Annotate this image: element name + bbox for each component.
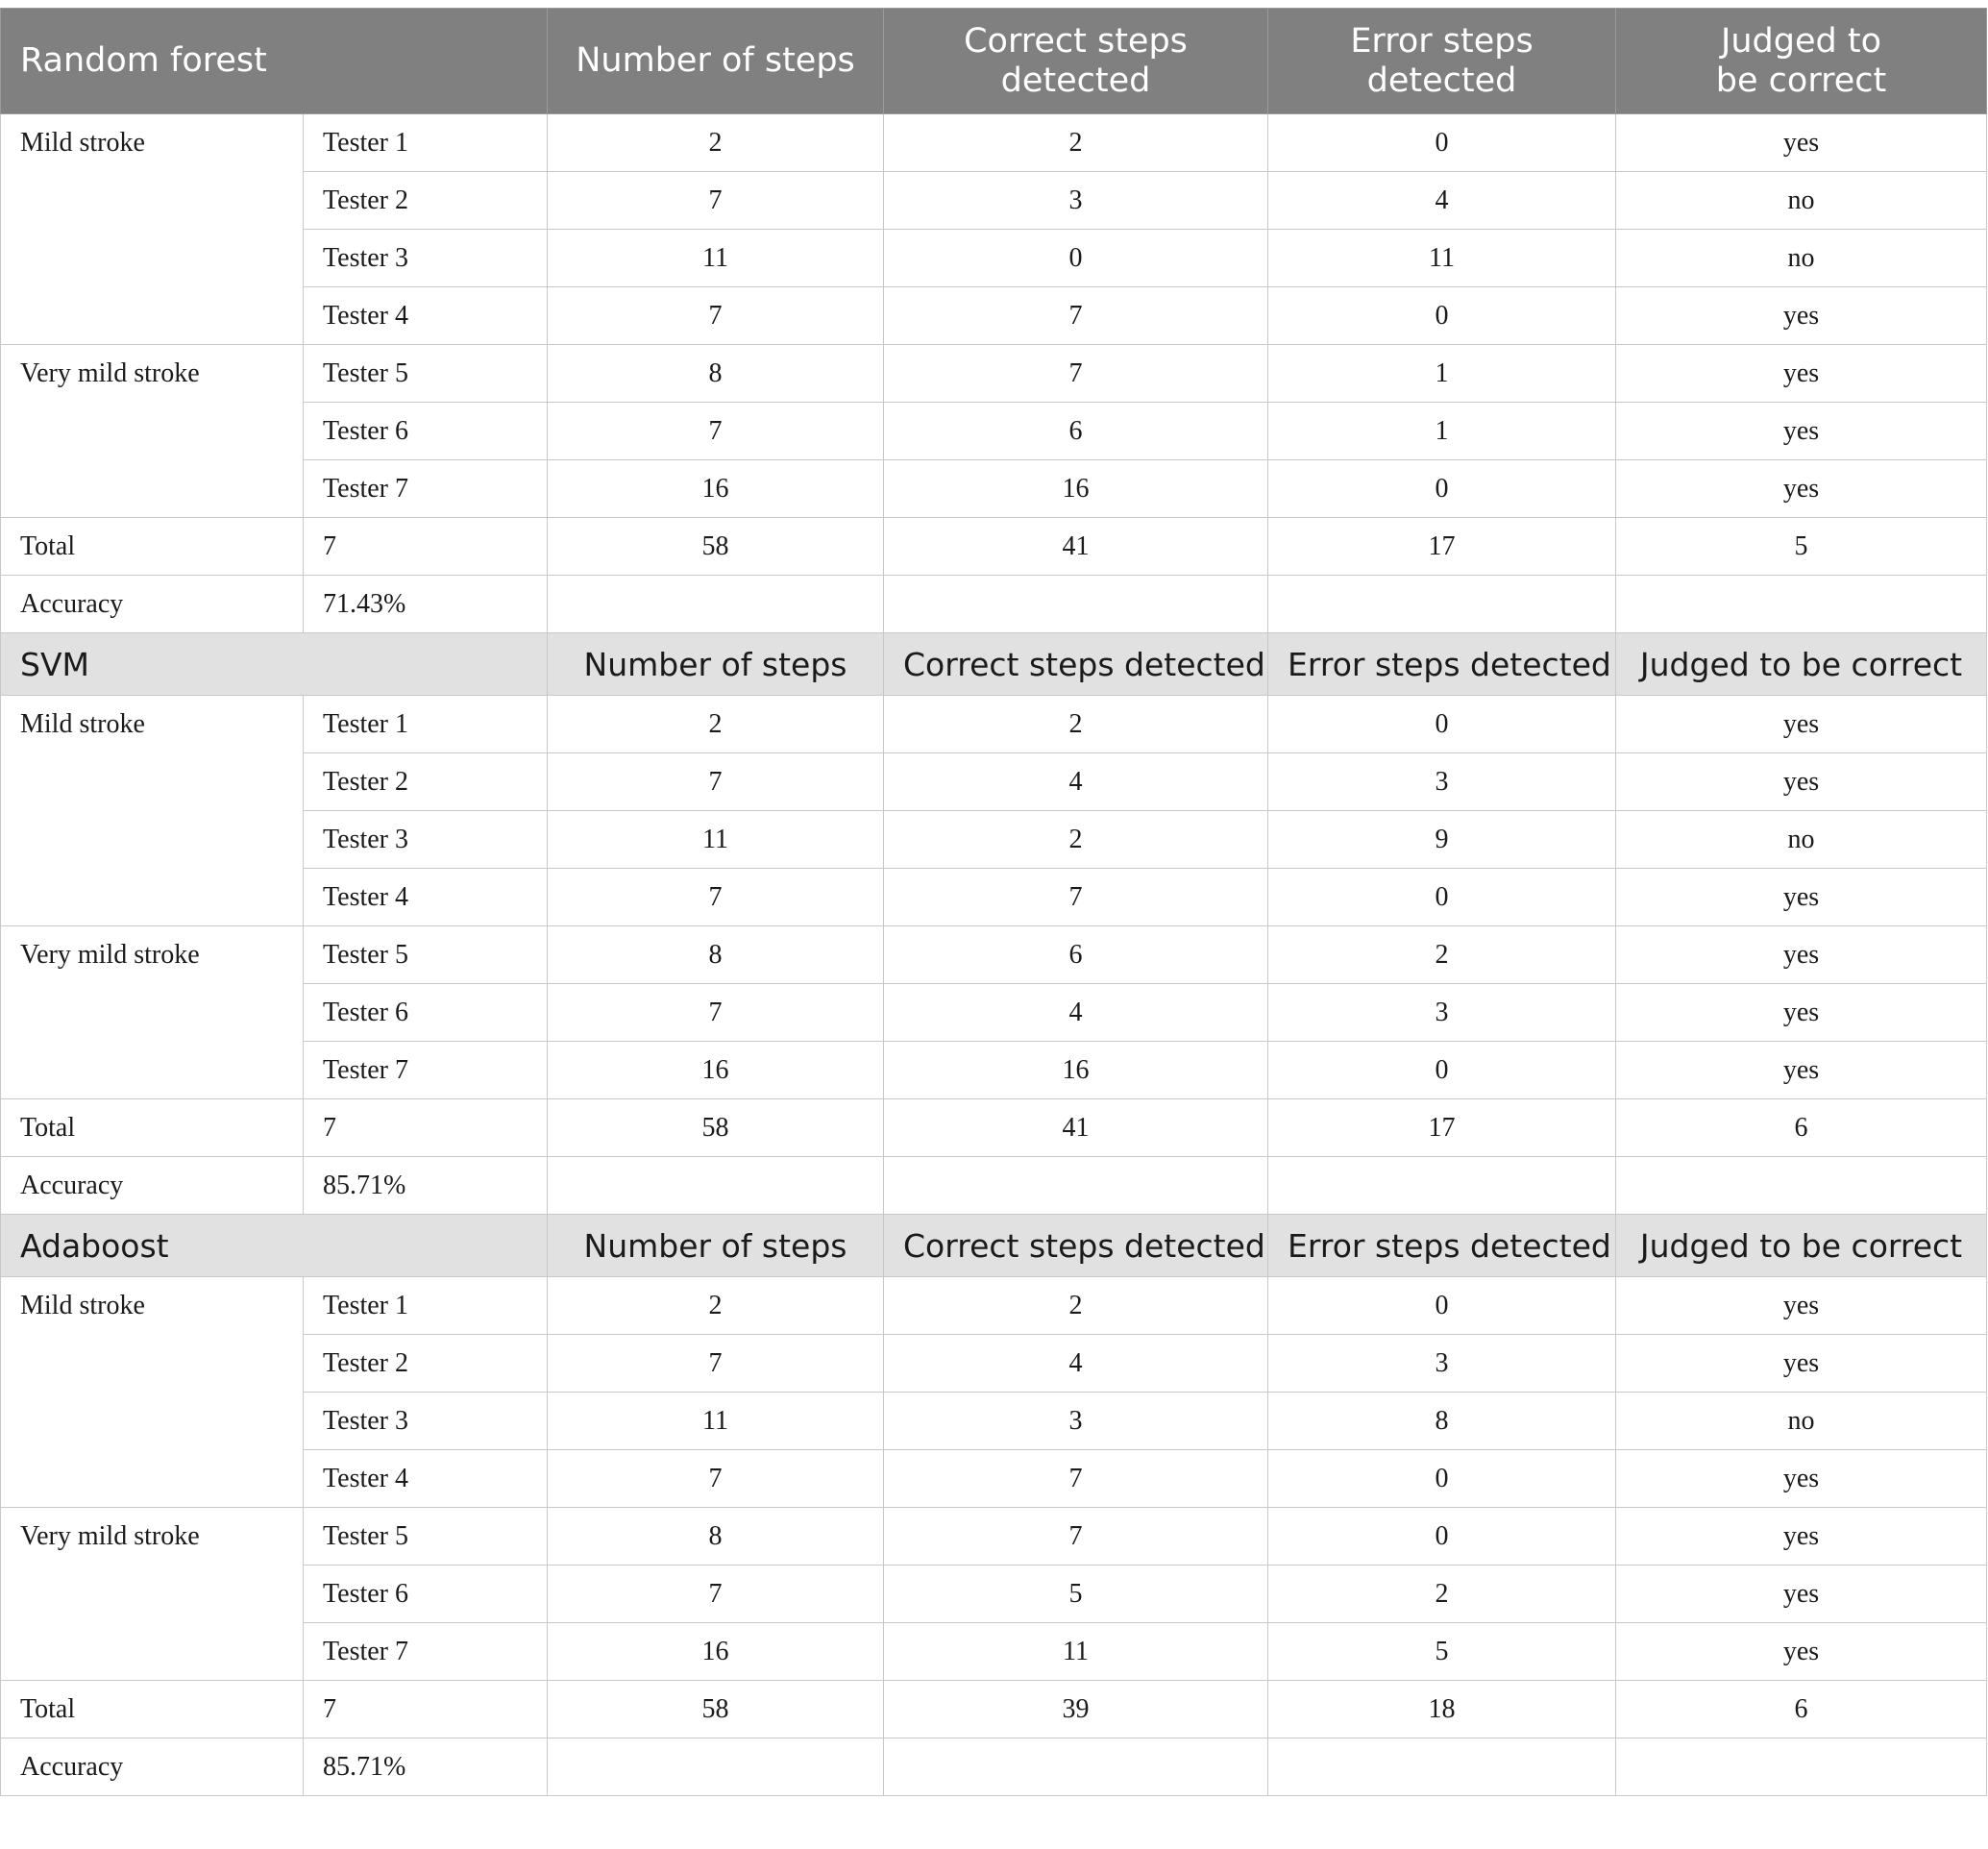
error-cell: 0: [1268, 1450, 1616, 1508]
accuracy-value: 71.43%: [304, 576, 548, 633]
empty-cell: [1268, 576, 1616, 633]
correct-cell: 4: [884, 1335, 1268, 1393]
total-steps: 58: [548, 1099, 884, 1157]
judged-cell: yes: [1616, 926, 1987, 984]
total-row: [1, 1099, 1987, 1157]
total-steps: 58: [548, 518, 884, 576]
accuracy-label: Accuracy: [1, 1157, 304, 1215]
error-cell: 3: [1268, 984, 1616, 1042]
tester-name: Tester 1: [304, 114, 548, 172]
error-cell: 0: [1268, 869, 1616, 926]
judged-cell: yes: [1616, 287, 1987, 345]
accuracy-row: [1, 1738, 1987, 1796]
steps-cell: 8: [548, 345, 884, 403]
steps-cell: 7: [548, 287, 884, 345]
judged-cell: no: [1616, 230, 1987, 287]
total-label: Total: [1, 518, 304, 576]
tester-name: Tester 4: [304, 287, 548, 345]
empty-cell: [1616, 576, 1987, 633]
error-cell: 1: [1268, 403, 1616, 460]
tester-name: Tester 3: [304, 230, 548, 287]
correct-cell: 6: [884, 926, 1268, 984]
judged-cell: yes: [1616, 345, 1987, 403]
tester-name: Tester 4: [304, 869, 548, 926]
correct-cell: 2: [884, 811, 1268, 869]
column-header: Judged to be correct: [1616, 633, 1987, 696]
correct-cell: 0: [884, 230, 1268, 287]
error-cell: 0: [1268, 1042, 1616, 1099]
total-steps: 58: [548, 1681, 884, 1738]
column-header: Correct steps detected: [884, 1215, 1268, 1277]
total-judged: 6: [1616, 1681, 1987, 1738]
empty-cell: [1268, 1738, 1616, 1796]
severity-group-label: Very mild stroke: [1, 345, 304, 518]
error-cell: 0: [1268, 460, 1616, 518]
column-header: Judged to be correct: [1616, 9, 1987, 114]
section-header-row: [1, 1215, 1987, 1277]
tester-name: Tester 3: [304, 1393, 548, 1450]
total-row: [1, 1681, 1987, 1738]
correct-cell: 16: [884, 460, 1268, 518]
tester-name: Tester 2: [304, 753, 548, 811]
judged-cell: yes: [1616, 1450, 1987, 1508]
correct-cell: 4: [884, 753, 1268, 811]
column-header: Number of steps: [548, 1215, 884, 1277]
total-correct: 41: [884, 518, 1268, 576]
tester-name: Tester 6: [304, 984, 548, 1042]
section-header-row: [1, 633, 1987, 696]
table-body: [1, 9, 1987, 1796]
column-header: Error steps detected: [1268, 1215, 1616, 1277]
judged-cell: no: [1616, 811, 1987, 869]
accuracy-row: [1, 576, 1987, 633]
steps-cell: 11: [548, 1393, 884, 1450]
empty-cell: [548, 1738, 884, 1796]
tester-name: Tester 7: [304, 460, 548, 518]
tester-name: Tester 7: [304, 1042, 548, 1099]
judged-cell: yes: [1616, 114, 1987, 172]
accuracy-value: 85.71%: [304, 1157, 548, 1215]
section-header-row: [1, 9, 1987, 114]
total-row: [1, 518, 1987, 576]
empty-cell: [548, 576, 884, 633]
correct-cell: 5: [884, 1565, 1268, 1623]
table-row: [1, 1508, 1987, 1565]
tester-name: Tester 5: [304, 345, 548, 403]
error-cell: 0: [1268, 1508, 1616, 1565]
column-header: Correct steps detected: [884, 9, 1268, 114]
correct-cell: 7: [884, 287, 1268, 345]
tester-name: Tester 6: [304, 403, 548, 460]
empty-cell: [1616, 1738, 1987, 1796]
judged-cell: yes: [1616, 984, 1987, 1042]
judged-cell: yes: [1616, 1042, 1987, 1099]
column-header: Error steps detected: [1268, 633, 1616, 696]
total-testers: 7: [304, 518, 548, 576]
severity-group-label: Mild stroke: [1, 1277, 304, 1508]
steps-cell: 11: [548, 230, 884, 287]
error-cell: 0: [1268, 287, 1616, 345]
error-cell: 4: [1268, 172, 1616, 230]
judged-cell: yes: [1616, 869, 1987, 926]
empty-cell: [1268, 1157, 1616, 1215]
severity-group-label: Mild stroke: [1, 114, 304, 345]
steps-cell: 2: [548, 696, 884, 753]
tester-name: Tester 7: [304, 1623, 548, 1681]
table-row: [1, 114, 1987, 172]
judged-cell: no: [1616, 172, 1987, 230]
tester-name: Tester 6: [304, 1565, 548, 1623]
correct-cell: 2: [884, 114, 1268, 172]
steps-cell: 7: [548, 1565, 884, 1623]
total-testers: 7: [304, 1681, 548, 1738]
steps-cell: 7: [548, 984, 884, 1042]
steps-cell: 16: [548, 1042, 884, 1099]
column-header: Number of steps: [548, 633, 884, 696]
column-header: Error steps detected: [1268, 9, 1616, 114]
total-error: 18: [1268, 1681, 1616, 1738]
empty-cell: [1616, 1157, 1987, 1215]
table-row: [1, 696, 1987, 753]
accuracy-label: Accuracy: [1, 1738, 304, 1796]
column-header: Number of steps: [548, 9, 884, 114]
severity-group-label: Very mild stroke: [1, 1508, 304, 1681]
error-cell: 11: [1268, 230, 1616, 287]
steps-cell: 7: [548, 1335, 884, 1393]
steps-cell: 7: [548, 1450, 884, 1508]
judged-cell: yes: [1616, 1508, 1987, 1565]
error-cell: 9: [1268, 811, 1616, 869]
column-header: Correct steps detected: [884, 633, 1268, 696]
steps-cell: 7: [548, 753, 884, 811]
error-cell: 2: [1268, 926, 1616, 984]
judged-cell: yes: [1616, 460, 1987, 518]
total-error: 17: [1268, 518, 1616, 576]
section-title: Random forest: [1, 9, 548, 114]
correct-cell: 2: [884, 1277, 1268, 1335]
steps-cell: 11: [548, 811, 884, 869]
total-testers: 7: [304, 1099, 548, 1157]
steps-cell: 8: [548, 1508, 884, 1565]
section-title: Adaboost: [1, 1215, 548, 1277]
correct-cell: 7: [884, 1450, 1268, 1508]
results-table: [0, 8, 1987, 1796]
judged-cell: no: [1616, 1393, 1987, 1450]
tester-name: Tester 2: [304, 172, 548, 230]
tester-name: Tester 2: [304, 1335, 548, 1393]
error-cell: 1: [1268, 345, 1616, 403]
correct-cell: 7: [884, 1508, 1268, 1565]
error-cell: 0: [1268, 114, 1616, 172]
empty-cell: [884, 1157, 1268, 1215]
empty-cell: [884, 1738, 1268, 1796]
tester-name: Tester 4: [304, 1450, 548, 1508]
total-judged: 6: [1616, 1099, 1987, 1157]
steps-cell: 16: [548, 1623, 884, 1681]
steps-cell: 7: [548, 403, 884, 460]
accuracy-label: Accuracy: [1, 576, 304, 633]
total-label: Total: [1, 1099, 304, 1157]
correct-cell: 6: [884, 403, 1268, 460]
accuracy-row: [1, 1157, 1987, 1215]
column-header: Judged to be correct: [1616, 1215, 1987, 1277]
tester-name: Tester 5: [304, 926, 548, 984]
steps-cell: 2: [548, 1277, 884, 1335]
total-error: 17: [1268, 1099, 1616, 1157]
correct-cell: 7: [884, 345, 1268, 403]
steps-cell: 2: [548, 114, 884, 172]
error-cell: 0: [1268, 696, 1616, 753]
error-cell: 2: [1268, 1565, 1616, 1623]
error-cell: 3: [1268, 753, 1616, 811]
steps-cell: 7: [548, 869, 884, 926]
error-cell: 0: [1268, 1277, 1616, 1335]
correct-cell: 16: [884, 1042, 1268, 1099]
severity-group-label: Mild stroke: [1, 696, 304, 926]
judged-cell: yes: [1616, 403, 1987, 460]
judged-cell: yes: [1616, 1623, 1987, 1681]
correct-cell: 4: [884, 984, 1268, 1042]
correct-cell: 3: [884, 1393, 1268, 1450]
tester-name: Tester 1: [304, 1277, 548, 1335]
steps-cell: 16: [548, 460, 884, 518]
table-row: [1, 345, 1987, 403]
total-label: Total: [1, 1681, 304, 1738]
correct-cell: 3: [884, 172, 1268, 230]
section-title: SVM: [1, 633, 548, 696]
tester-name: Tester 5: [304, 1508, 548, 1565]
empty-cell: [548, 1157, 884, 1215]
accuracy-value: 85.71%: [304, 1738, 548, 1796]
judged-cell: yes: [1616, 1335, 1987, 1393]
error-cell: 8: [1268, 1393, 1616, 1450]
correct-cell: 2: [884, 696, 1268, 753]
judged-cell: yes: [1616, 1277, 1987, 1335]
steps-cell: 8: [548, 926, 884, 984]
judged-cell: yes: [1616, 753, 1987, 811]
tester-name: Tester 1: [304, 696, 548, 753]
total-correct: 39: [884, 1681, 1268, 1738]
judged-cell: yes: [1616, 1565, 1987, 1623]
severity-group-label: Very mild stroke: [1, 926, 304, 1099]
correct-cell: 7: [884, 869, 1268, 926]
steps-cell: 7: [548, 172, 884, 230]
error-cell: 3: [1268, 1335, 1616, 1393]
empty-cell: [884, 576, 1268, 633]
total-correct: 41: [884, 1099, 1268, 1157]
table-row: [1, 1277, 1987, 1335]
total-judged: 5: [1616, 518, 1987, 576]
error-cell: 5: [1268, 1623, 1616, 1681]
judged-cell: yes: [1616, 696, 1987, 753]
tester-name: Tester 3: [304, 811, 548, 869]
table-row: [1, 926, 1987, 984]
correct-cell: 11: [884, 1623, 1268, 1681]
